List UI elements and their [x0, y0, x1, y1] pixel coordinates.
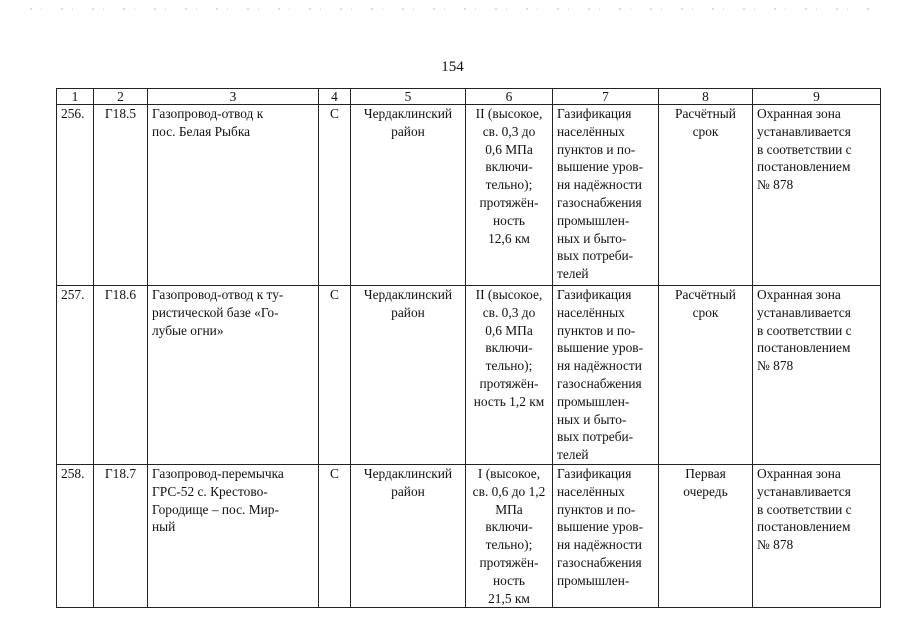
object-name-line: ГРС-52 с. Крестово-: [152, 483, 268, 499]
object-name-line: Газопровод-перемычка: [152, 465, 284, 481]
purpose-line: пунктов и по-: [557, 141, 636, 157]
pressure-length: [466, 286, 553, 465]
zone-line: постановлением: [757, 159, 851, 175]
object-name: [148, 464, 319, 607]
purpose-line: вышение уров-: [557, 519, 644, 535]
object-name: [148, 286, 319, 465]
pressure-line: протяжён-: [479, 375, 539, 391]
header-row: [57, 89, 881, 105]
scan-noise-line: [30, 8, 870, 10]
term-line: Первая: [685, 465, 726, 481]
pressure-line: II (высокое,: [475, 106, 543, 121]
page-number: 154: [441, 59, 464, 75]
term-line: Расчётный: [675, 287, 736, 302]
purpose-line: ня надёжности: [557, 358, 642, 374]
pressure-line: МПа включи-: [485, 501, 533, 535]
object-name-line: ный: [152, 519, 176, 535]
column-header-1: 1: [57, 89, 94, 105]
register-table: [56, 88, 881, 608]
purpose: [553, 286, 659, 465]
zone-line: постановлением: [757, 519, 851, 535]
protection-zone: [753, 105, 881, 286]
pressure-length: [466, 105, 553, 286]
zone-line: № 878: [757, 537, 794, 553]
purpose-line: пунктов и по-: [557, 501, 636, 517]
purpose-line: телей: [557, 266, 589, 282]
zone-line: Охранная зона: [757, 287, 841, 302]
district-line: район: [391, 123, 425, 139]
column-header-9: 9: [753, 89, 881, 105]
purpose-line: вышение уров-: [557, 340, 644, 356]
district: [351, 286, 466, 465]
district-line: Чердаклинский: [363, 106, 453, 121]
object-name-line: Городище – пос. Мир-: [152, 501, 279, 517]
purpose-line: Газификация: [557, 287, 632, 302]
column-header-5: 5: [351, 89, 466, 105]
implementation-term: [659, 286, 753, 465]
column-header-2: 2: [94, 89, 148, 105]
purpose-line: промышлен-: [557, 572, 630, 588]
purpose-line: ня надёжности: [557, 537, 642, 553]
district: [351, 105, 466, 286]
district-line: район: [391, 483, 425, 499]
object-status: С: [319, 286, 351, 465]
purpose-line: газоснабжения: [557, 194, 642, 210]
object-name-line: лубые огни»: [152, 322, 224, 338]
pressure-line: 0,6 МПа: [485, 322, 533, 338]
zone-line: в соответствии с: [757, 322, 852, 338]
term-line: очередь: [683, 483, 728, 499]
zone-line: № 878: [757, 177, 794, 193]
pressure-line: протяжён-: [479, 194, 539, 210]
zone-line: постановлением: [757, 340, 851, 356]
zone-line: Охранная зона: [757, 106, 841, 121]
district-line: Чердаклинский: [363, 287, 453, 302]
term-line: Расчётный: [675, 106, 736, 121]
table-row: [57, 286, 881, 465]
pressure-line: ность: [492, 212, 526, 228]
pressure-line: ность: [492, 572, 526, 588]
purpose-line: газоснабжения: [557, 554, 642, 570]
object-code: Г18.6: [94, 286, 148, 465]
implementation-term: [659, 105, 753, 286]
district: [351, 464, 466, 607]
pressure-line: I (высокое,: [477, 465, 541, 481]
purpose-line: ных и быто-: [557, 411, 627, 427]
purpose-line: промышлен-: [557, 393, 630, 409]
pressure-line: 21,5 км: [488, 590, 530, 606]
purpose-line: телей: [557, 447, 589, 463]
purpose-line: ня надёжности: [557, 177, 642, 193]
table-row: [57, 105, 881, 286]
zone-line: устанавливается: [757, 304, 851, 320]
pressure-line: св. 0,3 до: [482, 123, 536, 139]
zone-line: в соответствии с: [757, 501, 852, 517]
purpose-line: населённых: [557, 483, 625, 499]
purpose-line: Газификация: [557, 465, 632, 481]
term-line: срок: [692, 304, 719, 320]
column-header-3: 3: [148, 89, 319, 105]
zone-line: Охранная зона: [757, 465, 841, 481]
pressure-line: тельно);: [485, 177, 533, 193]
object-name-line: Газопровод-отвод к ту-: [152, 287, 284, 302]
row-number: 256.: [57, 105, 94, 286]
purpose: [553, 105, 659, 286]
purpose: [553, 464, 659, 607]
purpose-line: населённых: [557, 123, 625, 139]
zone-line: № 878: [757, 358, 794, 374]
district-line: Чердаклинский: [363, 465, 453, 481]
pressure-line: св. 0,3 до: [482, 304, 536, 320]
purpose-line: вых потреби-: [557, 429, 634, 445]
protection-zone: [753, 464, 881, 607]
pressure-line: включи-: [485, 159, 533, 175]
zone-line: в соответствии с: [757, 141, 852, 157]
row-number: 258.: [57, 464, 94, 607]
pressure-line: ность 1,2 км: [473, 393, 545, 409]
pressure-line: протяжён-: [479, 554, 539, 570]
object-name-line: Газопровод-отвод к: [152, 106, 264, 121]
object-name-line: пос. Белая Рыбка: [152, 123, 251, 139]
implementation-term: [659, 464, 753, 607]
pressure-line: включи-: [485, 340, 533, 356]
purpose-line: газоснабжения: [557, 375, 642, 391]
object-status: С: [319, 105, 351, 286]
column-header-6: 6: [466, 89, 553, 105]
object-name: [148, 105, 319, 286]
pressure-line: 12,6 км: [488, 230, 530, 246]
object-status: С: [319, 464, 351, 607]
purpose-line: населённых: [557, 304, 625, 320]
district-line: район: [391, 304, 425, 320]
zone-line: устанавливается: [757, 123, 851, 139]
zone-line: устанавливается: [757, 483, 851, 499]
purpose-line: Газификация: [557, 106, 632, 121]
pressure-line: II (высокое,: [475, 287, 543, 302]
pressure-line: 0,6 МПа: [485, 141, 533, 157]
protection-zone: [753, 286, 881, 465]
pressure-line: св. 0,6 до 1,2: [472, 483, 546, 499]
term-line: срок: [692, 123, 719, 139]
table-row: [57, 464, 881, 607]
object-name-line: ристической базе «Го-: [152, 304, 279, 320]
purpose-line: вышение уров-: [557, 159, 644, 175]
purpose-line: вых потреби-: [557, 248, 634, 264]
column-header-7: 7: [553, 89, 659, 105]
purpose-line: пунктов и по-: [557, 322, 636, 338]
purpose-line: ных и быто-: [557, 230, 627, 246]
pressure-line: тельно);: [485, 358, 533, 374]
pressure-length: [466, 464, 553, 607]
column-header-8: 8: [659, 89, 753, 105]
object-code: Г18.7: [94, 464, 148, 607]
object-code: Г18.5: [94, 105, 148, 286]
column-header-4: 4: [319, 89, 351, 105]
pressure-line: тельно);: [485, 537, 533, 553]
row-number: 257.: [57, 286, 94, 465]
purpose-line: промышлен-: [557, 212, 630, 228]
